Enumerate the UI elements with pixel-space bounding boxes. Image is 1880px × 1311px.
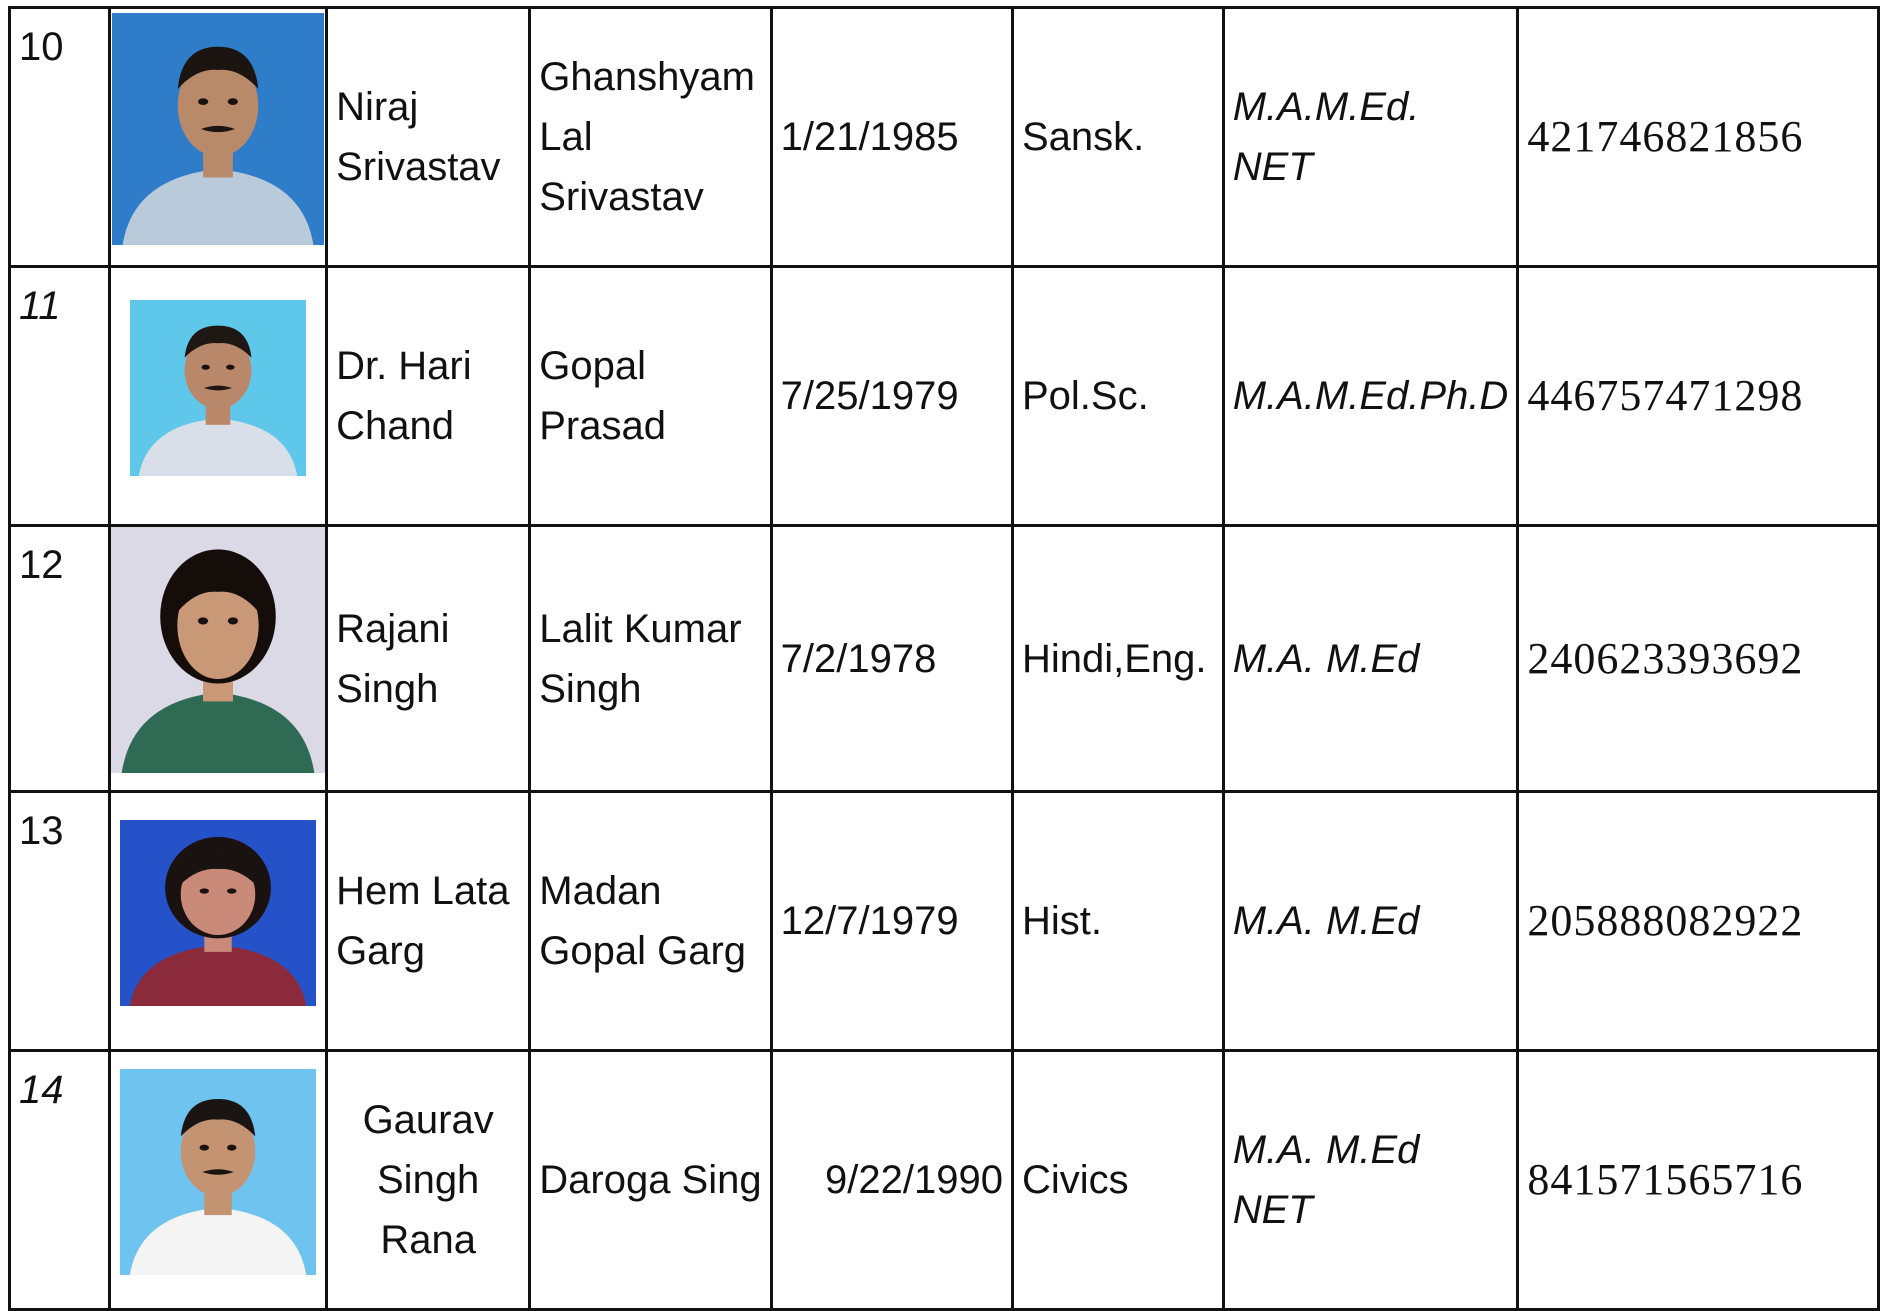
date-of-birth: 12/7/1979 xyxy=(771,792,1012,1051)
date-of-birth: 7/2/1978 xyxy=(771,526,1012,792)
photo-cell xyxy=(110,526,327,792)
qualification: M.A. M.Ed NET xyxy=(1223,1051,1518,1310)
staff-table xyxy=(8,6,1880,1311)
table-row xyxy=(10,267,1879,526)
male-portrait-icon xyxy=(112,13,324,245)
date-of-birth: 9/22/1990 xyxy=(771,1051,1012,1310)
aadhaar-number: 421746821856 xyxy=(1518,8,1879,267)
subject: Pol.Sc. xyxy=(1012,267,1223,526)
table-row xyxy=(10,526,1879,792)
serial-number: 14 xyxy=(10,1051,110,1310)
subject: Civics xyxy=(1012,1051,1223,1310)
female-portrait-icon xyxy=(120,820,316,1006)
qualification: M.A. M.Ed xyxy=(1223,526,1518,792)
photo-cell xyxy=(110,1051,327,1310)
father-name: Gopal Prasad xyxy=(530,267,771,526)
teacher-name: Gaurav Singh Rana xyxy=(327,1051,530,1310)
photo-cell xyxy=(110,792,327,1051)
subject: Hist. xyxy=(1012,792,1223,1051)
photo-cell xyxy=(110,8,327,267)
male-portrait-icon xyxy=(130,300,306,476)
serial-number: 12 xyxy=(10,526,110,792)
male-portrait-icon xyxy=(120,1069,316,1275)
date-of-birth: 7/25/1979 xyxy=(771,267,1012,526)
qualification: M.A. M.Ed xyxy=(1223,792,1518,1051)
aadhaar-number: 446757471298 xyxy=(1518,267,1879,526)
father-name: Ghanshyam Lal Srivastav xyxy=(530,8,771,267)
teacher-name: Hem Lata Garg xyxy=(327,792,530,1051)
aadhaar-number: 240623393692 xyxy=(1518,526,1879,792)
aadhaar-number: 205888082922 xyxy=(1518,792,1879,1051)
serial-number: 13 xyxy=(10,792,110,1051)
qualification: M.A.M.Ed.Ph.D xyxy=(1223,267,1518,526)
table-row xyxy=(10,1051,1879,1310)
father-name: Madan Gopal Garg xyxy=(530,792,771,1051)
table-row xyxy=(10,8,1879,267)
teacher-name: Rajani Singh xyxy=(327,526,530,792)
table-row xyxy=(10,792,1879,1051)
serial-number: 10 xyxy=(10,8,110,267)
teacher-name: Niraj Srivastav xyxy=(327,8,530,267)
qualification: M.A.M.Ed. NET xyxy=(1223,8,1518,267)
father-name: Lalit Kumar Singh xyxy=(530,526,771,792)
subject: Sansk. xyxy=(1012,8,1223,267)
serial-number: 11 xyxy=(10,267,110,526)
date-of-birth: 1/21/1985 xyxy=(771,8,1012,267)
photo-cell xyxy=(110,267,327,526)
subject: Hindi,Eng. xyxy=(1012,526,1223,792)
teacher-name: Dr. Hari Chand xyxy=(327,267,530,526)
female-portrait-icon xyxy=(111,527,325,773)
father-name: Daroga Sing xyxy=(530,1051,771,1310)
aadhaar-number: 841571565716 xyxy=(1518,1051,1879,1310)
